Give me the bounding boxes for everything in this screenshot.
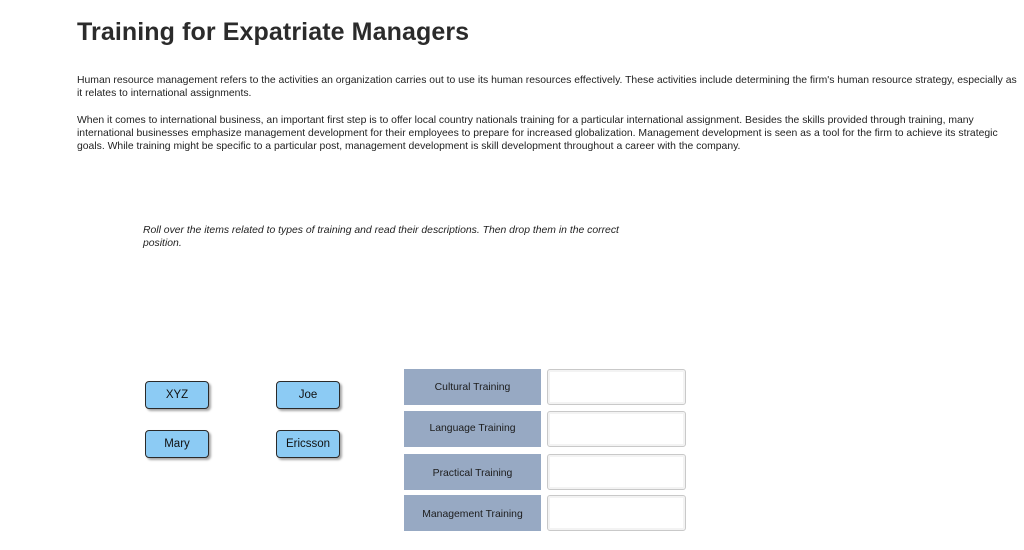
- drop-zone-language-training[interactable]: [547, 411, 686, 447]
- target-label-language-training: Language Training: [404, 411, 541, 447]
- draggable-item-joe[interactable]: Joe: [276, 381, 340, 409]
- target-row-language: [404, 411, 686, 447]
- drop-zone-practical-training[interactable]: [547, 454, 686, 490]
- target-row-cultural: [404, 369, 686, 405]
- instructions-text: Roll over the items related to types of training and read their descriptions. Then drop them in the correct position.: [143, 225, 619, 249]
- target-row-management: [404, 495, 686, 531]
- drop-zone-cultural-training[interactable]: [547, 369, 686, 405]
- target-label-practical-training: Practical Training: [404, 454, 541, 490]
- body-paragraph: When it comes to international business, an important first step is to offer local country nationals training for a particular international assignment. Besides the skills provided through training, many international businesses emphasize management development for their employees to prepare for increased globalization. Management development is seen as a tool for the firm to achieve its strategic goals. While training might be specific to a particular post, management development is skill development throughout a career with the company.: [77, 115, 998, 152]
- page-title: Training for Expatriate Managers: [77, 18, 470, 46]
- target-label-management-training: Management Training: [404, 495, 541, 531]
- draggable-item-ericsson[interactable]: Ericsson: [276, 430, 340, 458]
- target-row-practical: [404, 454, 686, 490]
- drop-zone-management-training[interactable]: [547, 495, 686, 531]
- target-label-cultural-training: Cultural Training: [404, 369, 541, 405]
- intro-paragraph: Human resource management refers to the activities an organization carries out to use its human resources effectively. These activities include determining the firm's human resource strategy, especially as it relates to international assignments.: [77, 75, 1017, 99]
- draggable-item-xyz[interactable]: XYZ: [145, 381, 209, 409]
- draggable-item-mary[interactable]: Mary: [145, 430, 209, 458]
